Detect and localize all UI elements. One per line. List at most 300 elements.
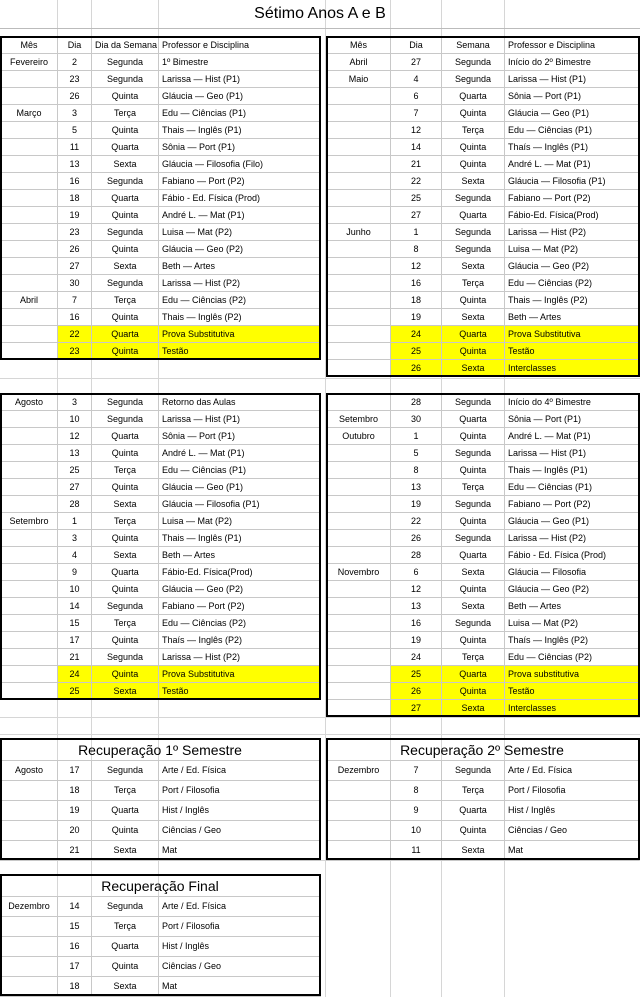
cell-mes (327, 241, 391, 258)
cell-dia-semana: Segunda (92, 224, 159, 241)
table-header-row (1, 37, 321, 54)
cell-dia: 10 (391, 821, 442, 841)
cell-dia: 7 (391, 105, 442, 122)
cell-mes (1, 479, 58, 496)
cell-dia-semana: Quarta (442, 207, 505, 224)
header-semana: Semana (442, 37, 505, 54)
cell-professor-disciplina: Beth — Artes (505, 309, 639, 326)
cell-professor-disciplina: Prova Substitutiva (505, 326, 639, 343)
cell-dia: 12 (391, 581, 442, 598)
cell-dia: 25 (391, 190, 442, 207)
table-row (1, 632, 321, 649)
cell-dia: 23 (58, 71, 92, 88)
cell-dia: 1 (391, 428, 442, 445)
cell-professor-disciplina: Gláucia — Filosofia (P1) (159, 496, 321, 513)
table-row (1, 462, 321, 479)
cell-mes (327, 479, 391, 496)
table-row (1, 54, 321, 71)
cell-dia: 14 (58, 598, 92, 615)
table-row (1, 781, 321, 801)
cell-professor-disciplina: Testão (505, 683, 639, 700)
cell-mes (327, 547, 391, 564)
table-row (1, 105, 321, 122)
cell-dia: 6 (391, 88, 442, 105)
table-row (327, 173, 639, 190)
cell-mes (327, 394, 391, 411)
cell-mes: Maio (327, 71, 391, 88)
rec1-title: Recuperação 1º Semestre (78, 742, 242, 758)
table-row (327, 581, 639, 598)
cell-dia-semana: Quarta (92, 428, 159, 445)
cell-dia-semana: Quarta (442, 666, 505, 683)
cell-professor-disciplina: Edu — Ciências (P2) (159, 292, 321, 309)
cell-professor-disciplina: Edu — Ciências (P2) (505, 649, 639, 666)
cell-mes (327, 632, 391, 649)
table-row (1, 275, 321, 292)
cell-professor-disciplina: Retorno das Aulas (159, 394, 321, 411)
cell-dia-semana: Sexta (442, 309, 505, 326)
cell-mes (1, 666, 58, 683)
cell-professor-disciplina: Testão (159, 343, 321, 360)
cell-professor-disciplina: André L. — Mat (P1) (159, 445, 321, 462)
table-row (1, 309, 321, 326)
cell-dia: 28 (391, 547, 442, 564)
cell-professor-disciplina: Ciências / Geo (159, 957, 321, 977)
cell-professor-disciplina: André L. — Mat (P1) (505, 156, 639, 173)
cell-dia-semana: Quinta (92, 957, 159, 977)
cell-dia: 18 (58, 977, 92, 997)
table-row (327, 445, 639, 462)
schedule-table-bimestre-4 (326, 393, 639, 717)
cell-mes (327, 445, 391, 462)
cell-dia: 16 (391, 275, 442, 292)
cell-dia: 6 (391, 564, 442, 581)
cell-professor-disciplina: Sônia — Port (P1) (159, 428, 321, 445)
cell-mes (1, 581, 58, 598)
cell-mes (1, 190, 58, 207)
cell-dia-semana: Terça (92, 462, 159, 479)
cell-professor-disciplina: Gláucia — Geo (P2) (159, 241, 321, 258)
cell-dia-semana: Segunda (442, 615, 505, 632)
table-row (1, 326, 321, 343)
cell-dia-semana: Quinta (92, 821, 159, 841)
cell-dia-semana: Quinta (442, 462, 505, 479)
table-row (327, 105, 639, 122)
cell-professor-disciplina: 1º Bimestre (159, 54, 321, 71)
table-row (1, 957, 321, 977)
cell-mes (327, 781, 391, 801)
cell-dia: 7 (58, 292, 92, 309)
cell-professor-disciplina: Larissa — Hist (P2) (159, 649, 321, 666)
cell-professor-disciplina: Fábio - Ed. Física (Prod) (159, 190, 321, 207)
cell-professor-disciplina: Interclasses (505, 360, 639, 377)
cell-mes (1, 88, 58, 105)
table-row (1, 581, 321, 598)
cell-dia-semana: Quinta (92, 122, 159, 139)
cell-professor-disciplina: Sônia — Port (P1) (505, 88, 639, 105)
header-dia: Dia (391, 37, 442, 54)
cell-professor-disciplina: Fábio - Ed. Física (Prod) (505, 547, 639, 564)
header-professor-disciplina: Professor e Disciplina (505, 37, 639, 54)
cell-dia: 26 (58, 241, 92, 258)
cell-dia: 27 (391, 207, 442, 224)
cell-dia: 30 (58, 275, 92, 292)
cell-mes (327, 173, 391, 190)
cell-dia-semana: Quinta (92, 530, 159, 547)
cell-dia-semana: Sexta (92, 841, 159, 861)
cell-professor-disciplina: Fabiano — Port (P2) (505, 190, 639, 207)
cell-dia-semana: Sexta (442, 700, 505, 717)
cell-professor-disciplina: Hist / Inglês (505, 801, 639, 821)
cell-professor-disciplina: Port / Filosofia (159, 917, 321, 937)
cell-mes (1, 139, 58, 156)
cell-dia: 17 (58, 957, 92, 977)
cell-dia-semana: Quinta (442, 581, 505, 598)
table-row (1, 139, 321, 156)
cell-dia-semana: Quinta (92, 445, 159, 462)
table-row (1, 564, 321, 581)
cell-mes (1, 71, 58, 88)
cell-dia: 24 (391, 326, 442, 343)
cell-dia: 26 (391, 530, 442, 547)
cell-dia: 9 (391, 801, 442, 821)
cell-dia-semana: Quinta (442, 343, 505, 360)
cell-mes (327, 700, 391, 717)
cell-dia-semana: Terça (92, 615, 159, 632)
table-row (327, 615, 639, 632)
cell-dia-semana: Segunda (442, 445, 505, 462)
cell-professor-disciplina: Larissa — Hist (P2) (505, 530, 639, 547)
cell-dia: 24 (58, 666, 92, 683)
cell-dia-semana: Quinta (442, 156, 505, 173)
cell-dia: 3 (58, 394, 92, 411)
cell-mes (1, 937, 58, 957)
table-row (327, 821, 639, 841)
cell-dia: 4 (391, 71, 442, 88)
cell-professor-disciplina: Larissa — Hist (P1) (505, 71, 639, 88)
cell-dia: 27 (58, 258, 92, 275)
cell-dia: 25 (58, 683, 92, 700)
cell-dia: 20 (58, 821, 92, 841)
cell-dia-semana: Quarta (442, 88, 505, 105)
cell-mes (1, 564, 58, 581)
cell-professor-disciplina: Thais — Inglês (P1) (159, 122, 321, 139)
cell-professor-disciplina: André L. — Mat (P1) (159, 207, 321, 224)
sheet-title: Sétimo Anos A e B (0, 0, 640, 29)
cell-professor-disciplina: Larissa — Hist (P2) (505, 224, 639, 241)
cell-professor-disciplina: Gláucia — Filosofia (505, 564, 639, 581)
cell-dia-semana: Quarta (92, 564, 159, 581)
grid-row-line (0, 717, 640, 718)
cell-professor-disciplina: Prova substitutiva (505, 666, 639, 683)
cell-professor-disciplina: Luisa — Mat (P2) (159, 224, 321, 241)
cell-dia: 5 (391, 445, 442, 462)
cell-mes (1, 841, 58, 861)
cell-dia-semana: Segunda (442, 241, 505, 258)
cell-dia-semana: Quinta (442, 139, 505, 156)
cell-mes (327, 258, 391, 275)
cell-dia-semana: Terça (442, 649, 505, 666)
table-row (327, 309, 639, 326)
table-row (1, 394, 321, 411)
table-row (327, 411, 639, 428)
table-row (327, 683, 639, 700)
cell-mes (327, 156, 391, 173)
cell-mes (1, 275, 58, 292)
cell-mes (327, 821, 391, 841)
cell-dia-semana: Terça (92, 781, 159, 801)
cell-dia-semana: Segunda (442, 394, 505, 411)
table-row (327, 394, 639, 411)
cell-mes (1, 977, 58, 997)
table-row (327, 326, 639, 343)
cell-dia-semana: Sexta (92, 156, 159, 173)
table-row (1, 801, 321, 821)
table-row (327, 292, 639, 309)
cell-dia-semana: Quinta (442, 105, 505, 122)
cell-dia-semana: Quinta (92, 666, 159, 683)
header-mes: Mês (1, 37, 58, 54)
table-row (1, 761, 321, 781)
schedule-table-bimestre-1 (0, 36, 321, 360)
cell-dia: 26 (391, 360, 442, 377)
cell-dia: 28 (58, 496, 92, 513)
cell-dia-semana: Quinta (92, 207, 159, 224)
cell-dia: 27 (391, 700, 442, 717)
cell-dia: 19 (58, 207, 92, 224)
cell-dia-semana: Quarta (92, 937, 159, 957)
cell-dia: 22 (58, 326, 92, 343)
table-row (1, 207, 321, 224)
cell-dia: 21 (391, 156, 442, 173)
cell-dia-semana: Segunda (442, 496, 505, 513)
cell-dia-semana: Sexta (92, 547, 159, 564)
cell-dia-semana: Quinta (442, 428, 505, 445)
cell-dia-semana: Sexta (442, 360, 505, 377)
cell-dia: 14 (58, 897, 92, 917)
cell-professor-disciplina: Ciências / Geo (159, 821, 321, 841)
table-row (327, 258, 639, 275)
cell-professor-disciplina: Port / Filosofia (159, 781, 321, 801)
cell-dia-semana: Quinta (92, 632, 159, 649)
grid-row-line (0, 734, 640, 735)
cell-dia: 30 (391, 411, 442, 428)
table-row (327, 496, 639, 513)
cell-mes (327, 841, 391, 861)
cell-mes (327, 496, 391, 513)
table-row (1, 224, 321, 241)
cell-dia-semana: Segunda (92, 173, 159, 190)
cell-mes (1, 957, 58, 977)
cell-dia: 8 (391, 462, 442, 479)
cell-dia-semana: Quinta (92, 581, 159, 598)
table-row (1, 411, 321, 428)
cell-professor-disciplina: Fabiano — Port (P2) (159, 598, 321, 615)
cell-dia: 14 (391, 139, 442, 156)
cell-mes: Novembro (327, 564, 391, 581)
cell-professor-disciplina: Gláucia — Geo (P2) (505, 258, 639, 275)
cell-dia: 28 (391, 394, 442, 411)
cell-dia-semana: Sexta (92, 683, 159, 700)
table-row (327, 649, 639, 666)
table-row (327, 88, 639, 105)
cell-dia-semana: Segunda (92, 598, 159, 615)
cell-dia: 25 (391, 666, 442, 683)
cell-dia: 21 (58, 841, 92, 861)
cell-professor-disciplina: Hist / Inglês (159, 937, 321, 957)
cell-dia-semana: Segunda (442, 54, 505, 71)
cell-dia: 8 (391, 781, 442, 801)
cell-dia-semana: Sexta (92, 977, 159, 997)
cell-mes: Abril (327, 54, 391, 71)
cell-dia-semana: Quarta (92, 326, 159, 343)
cell-dia: 12 (58, 428, 92, 445)
cell-mes (1, 683, 58, 700)
table-row (1, 88, 321, 105)
rec2-table (326, 760, 639, 861)
table-row (1, 258, 321, 275)
table-row (1, 173, 321, 190)
cell-mes (327, 581, 391, 598)
cell-professor-disciplina: Larissa — Hist (P1) (159, 411, 321, 428)
cell-dia-semana: Sexta (442, 841, 505, 861)
cell-dia-semana: Segunda (442, 71, 505, 88)
cell-professor-disciplina: Sônia — Port (P1) (505, 411, 639, 428)
table-row (327, 54, 639, 71)
cell-professor-disciplina: Hist / Inglês (159, 801, 321, 821)
table-row (327, 241, 639, 258)
cell-dia: 13 (58, 445, 92, 462)
cell-dia-semana: Terça (92, 292, 159, 309)
cell-dia: 12 (391, 258, 442, 275)
cell-dia: 10 (58, 581, 92, 598)
cell-professor-disciplina: Início do 4º Bimestre (505, 394, 639, 411)
cell-mes (1, 411, 58, 428)
cell-dia: 21 (58, 649, 92, 666)
recf-table (0, 896, 321, 997)
header-dia: Dia (58, 37, 92, 54)
cell-mes (1, 309, 58, 326)
rec1-table (0, 760, 321, 861)
table-row (327, 761, 639, 781)
cell-dia-semana: Terça (442, 122, 505, 139)
cell-dia-semana: Sexta (92, 496, 159, 513)
cell-professor-disciplina: Thais — Inglês (P2) (505, 292, 639, 309)
cell-mes (327, 649, 391, 666)
cell-mes (1, 547, 58, 564)
table-row (1, 615, 321, 632)
cell-dia-semana: Quinta (92, 309, 159, 326)
table-row (327, 71, 639, 88)
header-dia-da-semana: Dia da Semana (92, 37, 159, 54)
cell-professor-disciplina: Thais — Inglês (P1) (505, 462, 639, 479)
cell-mes (327, 513, 391, 530)
cell-dia-semana: Sexta (442, 598, 505, 615)
cell-professor-disciplina: Arte / Ed. Física (159, 761, 321, 781)
cell-mes (1, 821, 58, 841)
table-row (1, 190, 321, 207)
cell-mes (327, 309, 391, 326)
cell-dia: 23 (58, 343, 92, 360)
cell-professor-disciplina: Gláucia — Geo (P2) (159, 581, 321, 598)
cell-mes (327, 343, 391, 360)
cell-dia-semana: Segunda (92, 275, 159, 292)
cell-dia-semana: Segunda (92, 649, 159, 666)
cell-professor-disciplina: Fábio-Ed. Física(Prod) (505, 207, 639, 224)
cell-professor-disciplina: Testão (505, 343, 639, 360)
cell-professor-disciplina: Beth — Artes (505, 598, 639, 615)
table-row (1, 897, 321, 917)
cell-professor-disciplina: Larissa — Hist (P1) (159, 71, 321, 88)
cell-dia: 2 (58, 54, 92, 71)
cell-professor-disciplina: Luisa — Mat (P2) (505, 615, 639, 632)
cell-mes: Outubro (327, 428, 391, 445)
table-row (1, 547, 321, 564)
table-row (327, 156, 639, 173)
cell-dia-semana: Terça (92, 513, 159, 530)
cell-dia-semana: Quinta (442, 821, 505, 841)
cell-mes: Agosto (1, 761, 58, 781)
cell-dia: 13 (58, 156, 92, 173)
cell-dia: 16 (58, 173, 92, 190)
cell-mes (1, 122, 58, 139)
cell-mes: Setembro (327, 411, 391, 428)
cell-dia-semana: Quarta (442, 547, 505, 564)
cell-professor-disciplina: Edu — Ciências (P1) (505, 122, 639, 139)
cell-dia: 1 (391, 224, 442, 241)
cell-mes (1, 207, 58, 224)
cell-mes: Março (1, 105, 58, 122)
table-row (1, 666, 321, 683)
table-row (1, 122, 321, 139)
cell-mes (1, 632, 58, 649)
cell-dia-semana: Quinta (92, 241, 159, 258)
recf-title: Recuperação Final (101, 878, 219, 894)
cell-professor-disciplina: Thais — Inglês (P1) (159, 530, 321, 547)
table-row (327, 343, 639, 360)
cell-dia-semana: Sexta (442, 564, 505, 581)
cell-professor-disciplina: Prova Substitutiva (159, 326, 321, 343)
table-row (327, 428, 639, 445)
cell-dia: 9 (58, 564, 92, 581)
table-row (1, 496, 321, 513)
cell-professor-disciplina: Gláucia — Filosofia (P1) (505, 173, 639, 190)
cell-professor-disciplina: Thais — Inglês (P2) (159, 309, 321, 326)
cell-professor-disciplina: Ciências / Geo (505, 821, 639, 841)
cell-dia-semana: Terça (92, 917, 159, 937)
cell-dia-semana: Quarta (92, 801, 159, 821)
cell-dia: 15 (58, 917, 92, 937)
cell-mes (1, 173, 58, 190)
table-row (1, 977, 321, 997)
cell-mes (327, 122, 391, 139)
cell-mes: Junho (327, 224, 391, 241)
table-row (327, 139, 639, 156)
table-row (1, 241, 321, 258)
cell-dia-semana: Quinta (442, 683, 505, 700)
cell-mes (1, 598, 58, 615)
cell-mes (327, 360, 391, 377)
table-row (327, 598, 639, 615)
cell-dia-semana: Quinta (92, 479, 159, 496)
table-row (327, 224, 639, 241)
cell-dia-semana: Segunda (92, 897, 159, 917)
table-row (1, 292, 321, 309)
cell-mes (327, 88, 391, 105)
cell-mes (327, 801, 391, 821)
cell-dia-semana: Quarta (442, 326, 505, 343)
table-row (1, 479, 321, 496)
